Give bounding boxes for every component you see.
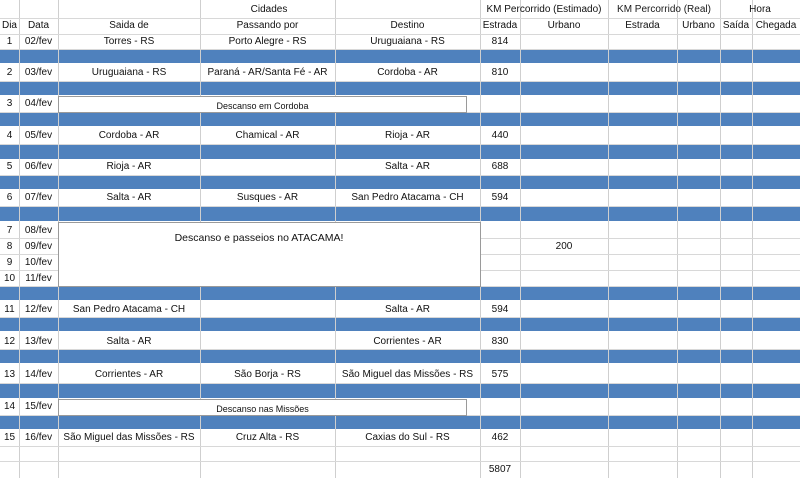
grid-row-line — [0, 349, 800, 350]
data-cell[interactable]: 09/fev — [24, 241, 53, 252]
passando-cell[interactable] — [200, 303, 335, 317]
passando-cell[interactable]: Susques - AR — [236, 192, 299, 203]
passando-cell[interactable]: Cruz Alta - RS — [235, 432, 300, 443]
data-cell[interactable]: 07/fev — [24, 192, 53, 203]
passando-cell[interactable]: São Borja - RS — [234, 369, 301, 380]
saida-cell[interactable]: Salta - AR — [106, 192, 152, 203]
row-separator-band — [0, 82, 800, 95]
row-separator-band — [0, 350, 800, 363]
row-separator-band — [0, 145, 800, 159]
estrada-cell[interactable]: 575 — [491, 369, 509, 380]
data-cell[interactable]: 15/fev — [24, 401, 53, 412]
header-urbano-real[interactable]: Urbano — [682, 20, 715, 31]
dia-cell[interactable]: 1 — [6, 36, 13, 47]
saida-cell[interactable]: Rioja - AR — [106, 161, 152, 172]
grid-row-line — [0, 81, 800, 82]
row-separator-band — [0, 384, 800, 398]
header-hora[interactable]: Hora — [749, 4, 771, 15]
passando-cell[interactable]: Chamical - AR — [235, 130, 300, 141]
estrada-cell[interactable]: 462 — [491, 432, 509, 443]
grid-row-line — [0, 206, 800, 207]
data-cell[interactable]: 11/fev — [25, 273, 52, 284]
row-separator-band — [0, 207, 800, 221]
grid-row-line — [0, 383, 800, 384]
data-cell[interactable]: 06/fev — [24, 161, 53, 172]
grid-row-line — [0, 317, 800, 318]
data-cell[interactable]: 16/fev — [24, 432, 53, 443]
dia-cell[interactable]: 3 — [6, 98, 13, 109]
data-cell[interactable]: 04/fev — [24, 98, 53, 109]
destino-cell[interactable]: Salta - AR — [384, 161, 431, 172]
row-separator-band — [0, 416, 800, 429]
destino-cell[interactable]: São Miguel das Missões - RS — [341, 369, 474, 380]
row-separator-band — [0, 176, 800, 189]
data-cell[interactable]: 10/fev — [24, 257, 53, 268]
estrada-cell[interactable]: 594 — [491, 304, 509, 315]
destino-cell[interactable]: Rioja - AR — [384, 130, 430, 141]
header-estrada-real[interactable]: Estrada — [625, 20, 660, 31]
estrada-cell[interactable]: 688 — [491, 161, 509, 172]
estrada-cell[interactable]: 814 — [491, 36, 509, 47]
dia-cell[interactable]: 14 — [3, 401, 16, 412]
grid-row-line — [0, 144, 800, 145]
saida-cell[interactable]: Uruguaiana - RS — [91, 67, 167, 78]
destino-cell[interactable]: Uruguaiana - RS — [370, 36, 445, 47]
destino-cell[interactable]: Salta - AR — [384, 304, 431, 315]
header-km-real[interactable]: KM Percorrido (Real) — [617, 4, 711, 15]
destino-cell[interactable]: Corrientes - AR — [373, 336, 442, 347]
dia-cell[interactable]: 12 — [3, 336, 16, 347]
saida-cell[interactable]: Cordoba - AR — [98, 130, 160, 141]
dia-cell[interactable]: 7 — [6, 225, 13, 236]
row-separator-band — [0, 318, 800, 331]
passando-cell[interactable]: Paraná - AR/Santa Fé - AR — [207, 67, 328, 78]
header-dia[interactable]: Dia — [1, 20, 17, 31]
header-chegada[interactable]: Chegada — [755, 20, 797, 31]
data-cell[interactable]: 02/fev — [24, 36, 53, 47]
dia-cell[interactable]: 11 — [4, 304, 15, 315]
saida-cell[interactable]: San Pedro Atacama - CH — [72, 304, 186, 315]
estrada-cell[interactable]: 440 — [491, 130, 509, 141]
grid-column-line — [520, 0, 521, 478]
dia-cell[interactable]: 15 — [3, 432, 16, 443]
header-data[interactable]: Data — [27, 20, 50, 31]
note-descanso-missoes: Descanso nas Missões — [216, 404, 309, 414]
urbano-cell[interactable]: 200 — [555, 241, 573, 252]
dia-cell[interactable]: 8 — [6, 241, 13, 252]
grid-column-line — [720, 0, 721, 478]
estrada-cell[interactable]: 594 — [491, 192, 509, 203]
grid-column-line — [752, 0, 753, 478]
saida-cell[interactable]: Torres - RS — [103, 36, 155, 47]
dia-cell[interactable]: 2 — [6, 67, 13, 78]
total-km-cell[interactable]: 5807 — [488, 464, 512, 475]
merged-note-cell[interactable] — [58, 96, 467, 113]
note-descanso-cordoba: Descanso em Cordoba — [216, 101, 309, 111]
destino-cell[interactable]: Cordoba - AR — [377, 67, 438, 78]
data-cell[interactable]: 03/fev — [24, 67, 53, 78]
row-separator-band — [0, 113, 800, 126]
passando-cell[interactable] — [200, 160, 335, 174]
header-km-estimado[interactable]: KM Percorrido (Estimado) — [486, 4, 602, 15]
passando-cell[interactable]: Porto Alegre - RS — [228, 36, 307, 47]
merged-note-cell[interactable] — [58, 222, 481, 287]
dia-cell[interactable]: 4 — [6, 130, 13, 141]
grid-row-line — [0, 175, 800, 176]
saida-cell[interactable]: Salta - AR — [106, 336, 152, 347]
dia-cell[interactable]: 9 — [6, 257, 13, 268]
row-separator-band — [0, 287, 800, 300]
estrada-cell[interactable]: 830 — [491, 336, 509, 347]
header-saida[interactable]: Saída — [722, 20, 750, 31]
destino-cell[interactable]: Caxias do Sul - RS — [365, 432, 450, 443]
header-cidades[interactable]: Cidades — [250, 4, 288, 15]
data-cell[interactable]: 08/fev — [24, 225, 53, 236]
data-cell[interactable]: 14/fev — [24, 369, 53, 380]
row-separator-band — [0, 50, 800, 63]
data-cell[interactable]: 13/fev — [24, 336, 53, 347]
data-cell[interactable]: 05/fev — [24, 130, 53, 141]
grid-column-line — [677, 0, 678, 478]
header-passando-por[interactable]: Passando por — [236, 20, 299, 31]
saida-cell[interactable]: Corrientes - AR — [94, 369, 164, 380]
data-cell[interactable]: 12/fev — [24, 304, 53, 315]
header-saida-de[interactable]: Saida de — [109, 20, 149, 31]
grid-row-line — [0, 49, 800, 50]
header-estrada-estimado[interactable]: Estrada — [482, 20, 518, 31]
header-destino[interactable]: Destino — [390, 20, 425, 31]
grid-row-line — [0, 461, 800, 462]
destino-cell[interactable]: San Pedro Atacama - CH — [351, 192, 464, 203]
grid-row-line — [0, 446, 800, 447]
merged-note-cell[interactable] — [58, 399, 467, 416]
dia-cell[interactable]: 13 — [3, 369, 16, 380]
header-urbano-estimado[interactable]: Urbano — [547, 20, 581, 31]
saida-cell[interactable]: São Miguel das Missões - RS — [63, 432, 195, 443]
passando-cell[interactable] — [200, 335, 335, 349]
dia-cell[interactable]: 6 — [6, 192, 13, 203]
note-descanso-atacama: Descanso e passeios no ATACAMA! — [174, 232, 344, 244]
estrada-cell[interactable]: 810 — [491, 67, 509, 78]
grid-column-line — [608, 0, 609, 478]
dia-cell[interactable]: 10 — [3, 273, 16, 284]
dia-cell[interactable]: 5 — [6, 161, 13, 172]
